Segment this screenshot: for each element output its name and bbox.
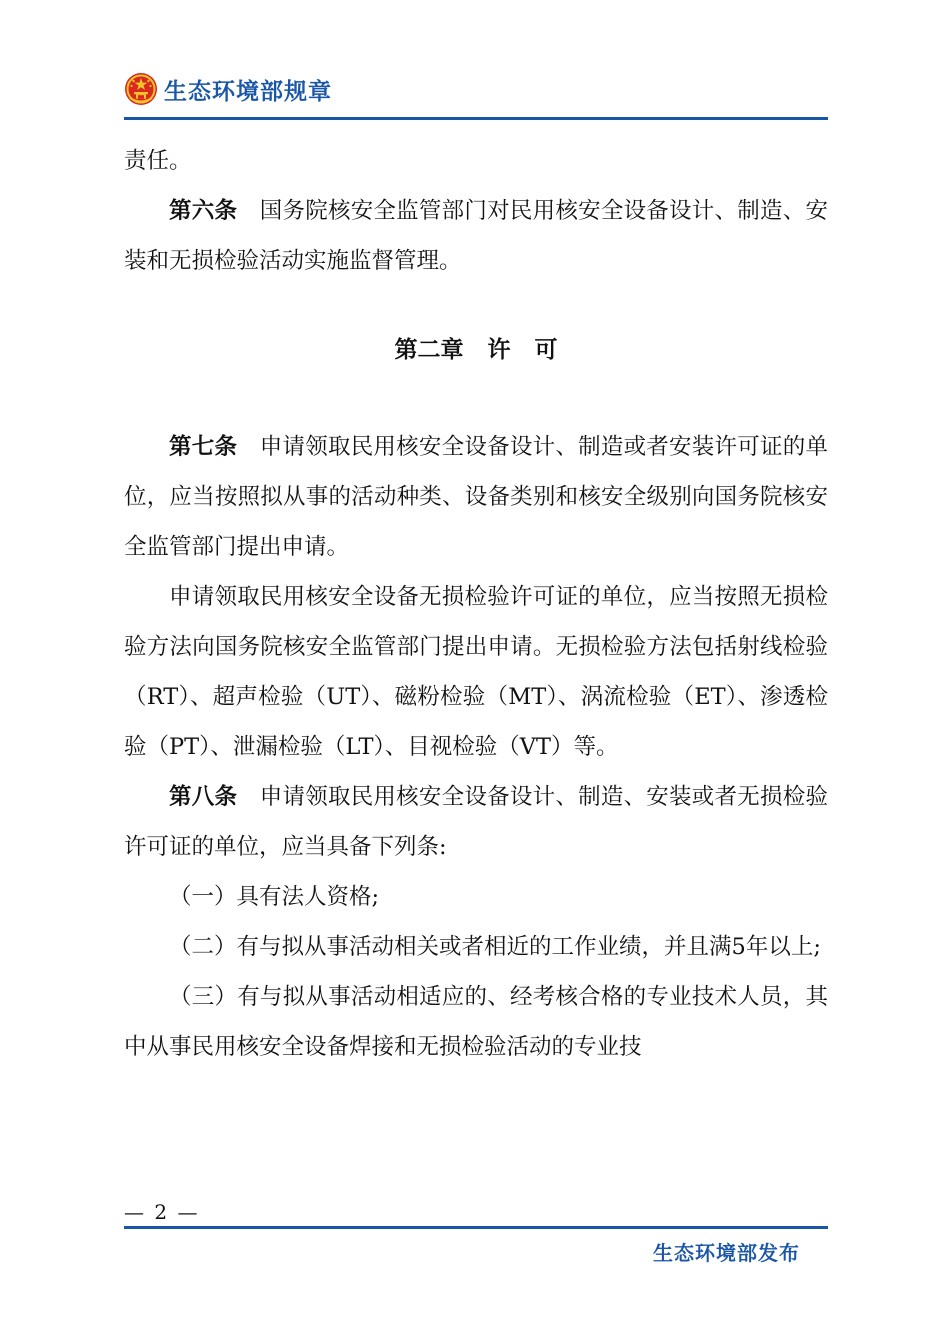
article-8-item-1: （一）具有法人资格; xyxy=(169,884,380,910)
article-7 xyxy=(124,422,828,572)
article-6-text: 国务院核安全监管部门对民用核安全设备设计、制造、安装和无损检验活动实施监督管理。 xyxy=(124,198,828,274)
article-7-text: 申请领取民用核安全设备设计、制造或者安装许可证的单位，应当按照拟从事的活动种类、设备类别和核安全级别向国务院核安全监管部门提出申请。 xyxy=(124,434,828,560)
article-7-label: 第七条 xyxy=(169,434,238,460)
article-8-label: 第八条 xyxy=(169,784,238,810)
article-8-text: 申请领取民用核安全设备设计、制造、安装或者无损检验许可证的单位，应当具备下列条: xyxy=(124,784,828,860)
document-body xyxy=(124,136,828,1072)
article-6-label: 第六条 xyxy=(169,198,238,224)
page-number: — 2 — xyxy=(124,1200,200,1224)
article-8-item-3: （三）有与拟从事活动相适应的、经考核合格的专业技术人员，其中从事民用核安全设备焊接和无损检验活动的专业技 xyxy=(124,984,828,1060)
page-header xyxy=(124,66,332,112)
publisher-label: 生态环境部发布 xyxy=(653,1241,800,1265)
national-emblem-icon xyxy=(124,72,158,106)
article-7-paragraph-2: 申请领取民用核安全设备无损检验许可证的单位，应当按照无损检验方法向国务院核安全监管部门提出申请。无损检验方法包括射线检验（RT）、超声检验（UT）、磁粉检验（MT）、涡流检验（ET）、渗透检验（PT）、泄漏检验（LT）、目视检验（VT）等。 xyxy=(124,584,828,760)
article-8-item-2: （二）有与拟从事活动相关或者相近的工作业绩，并且满5年以上; xyxy=(169,934,821,960)
header-divider xyxy=(124,117,828,120)
article-6 xyxy=(124,186,828,286)
paragraph-continuation: 责任。 xyxy=(124,148,192,174)
footer-divider xyxy=(124,1226,828,1229)
header-title: 生态环境部规章 xyxy=(164,78,332,105)
article-8 xyxy=(124,772,828,872)
chapter-heading: 第二章 许 可 xyxy=(394,337,558,363)
